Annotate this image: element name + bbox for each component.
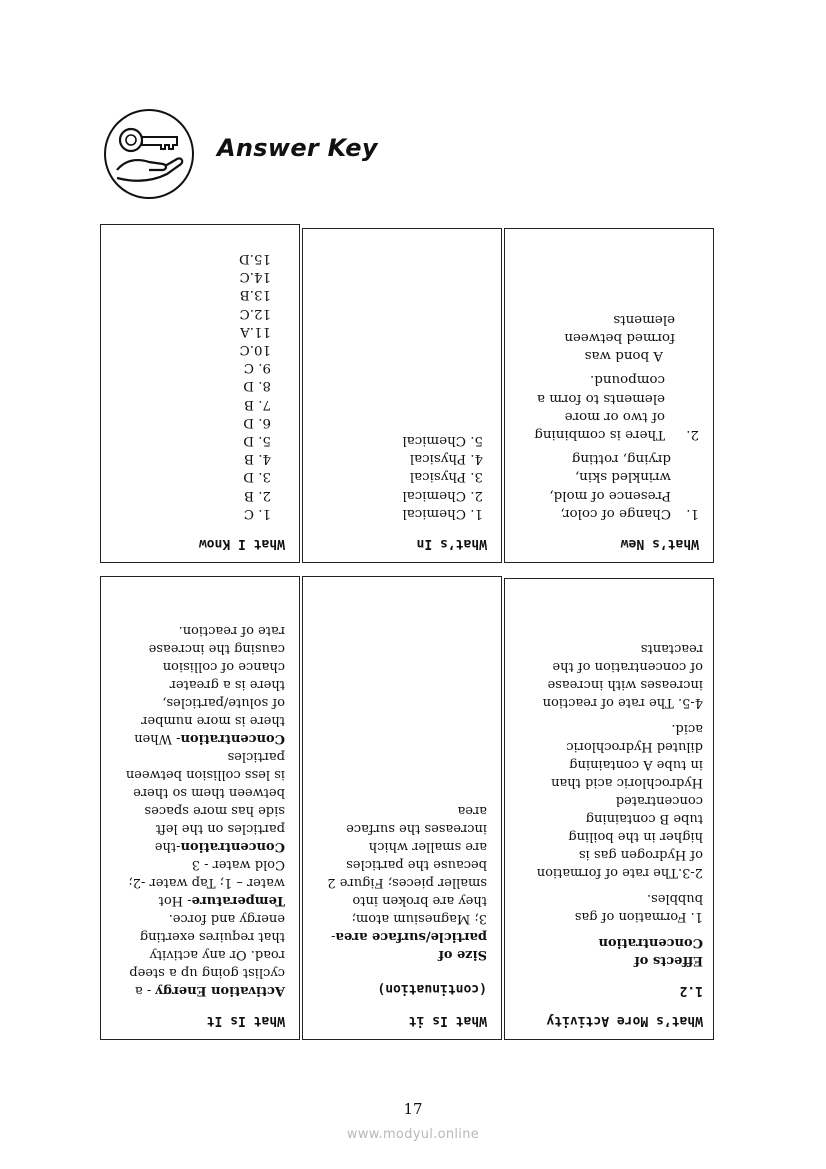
continuation-heading: What Is it	[408, 1013, 487, 1028]
size-suffix: -	[331, 929, 336, 944]
whats-more-item-1: 1. Formation of gas bubbles.	[574, 891, 703, 924]
whats-new-item-2: 2. There is combining of two or more elements to form a compound.	[534, 372, 699, 442]
page-title: Answer Key	[217, 134, 378, 162]
answer-key-logo	[103, 108, 195, 200]
whats-in-items	[315, 431, 487, 522]
whats-more-heading: What’s More Activity	[546, 1013, 703, 1028]
effects-of-label: Effects of	[634, 953, 703, 968]
whats-in-heading: What’s In	[416, 536, 487, 551]
what-i-know-box	[100, 224, 300, 563]
answer-12: 12.C	[239, 305, 271, 321]
answer-4: 4. B	[244, 451, 271, 467]
activation-energy-text: Activation Energy - a cyclist going up a steep road. Or any activity that requires exerting energy and force.	[129, 911, 285, 998]
answer-2: 2. B	[244, 487, 271, 503]
temperature-text: Temperature- Hot water – 1; Tap water -2; Cold water - 3	[128, 857, 285, 908]
whats-in-item-3: 3. Physical	[409, 469, 483, 485]
what-is-it-heading: What Is It	[206, 1013, 285, 1028]
answer-1: 1. C	[243, 505, 271, 521]
answer-8: 8. D	[243, 378, 271, 394]
answer-14: 14.C	[239, 269, 271, 285]
answer-7: 7. B	[244, 396, 271, 412]
concentration-text-1: Concentration-the particles on the left side has more spaces between them so there is less collision between particles	[125, 749, 285, 854]
particle-surface-label: particle/surface area	[335, 929, 487, 944]
what-i-know-answers	[113, 249, 285, 522]
answer-3: 3. D	[243, 469, 271, 485]
whats-new-item-1: 1. Change of color, Presence of mold, wrinkled skin, drying, rotting	[549, 451, 699, 521]
whats-in-item-4: 4. Physical	[409, 451, 483, 467]
what-is-it-box	[100, 576, 300, 1040]
key-in-hand-icon	[103, 108, 195, 200]
whats-in-item-5: 5. Chemical	[402, 432, 483, 448]
size-explanation: 3; Magnesium atom; they are broken into smaller pieces; Figure 2 because the particles are smaller which increases the surface area	[327, 803, 487, 926]
answer-5: 5. D	[243, 432, 271, 448]
answer-6: 6. D	[243, 414, 271, 430]
whats-in-item-1: 1. Chemical	[402, 505, 483, 521]
footer-watermark: www.modyul.online	[346, 1127, 480, 1142]
continuation-subheading: (continuation)	[377, 981, 487, 996]
whats-more-box	[504, 578, 714, 1040]
whats-more-number: 1.2	[679, 983, 703, 998]
answer-9: 9. C	[243, 360, 271, 376]
what-i-know-heading: What I Know	[198, 536, 285, 551]
answer-15: 15.D	[238, 250, 271, 266]
whats-new-box	[504, 228, 714, 563]
whats-in-item-2: 2. Chemical	[402, 487, 483, 503]
concentration-label: Concentration	[598, 935, 703, 950]
whats-more-item-3: 4-5. The rate of reaction increases with increase of concentration of the reactants	[542, 641, 703, 710]
what-is-it-continuation-box	[302, 576, 502, 1040]
answer-13: 13.B	[239, 287, 271, 303]
answer-11: 11.A	[240, 323, 271, 339]
concentration-text-2: Concentration- When there is more number of solute/particles, there is a greater chance of collision causing the increase rate of reaction.	[134, 623, 285, 746]
whats-new-heading: What’s New	[620, 536, 699, 551]
whats-more-item-2: 2-3.The rate of formation of Hydrogen gas is higher in the boiling tube B containing concentrated Hydrochloric acid than in tube A containing diluted Hydrochloric acid.	[536, 721, 703, 880]
size-of-label: Size of	[438, 947, 487, 962]
page-number: 17	[403, 1100, 423, 1118]
answer-10: 10.C	[239, 341, 271, 357]
whats-new-item-3: A bond was formed between elements	[564, 311, 675, 364]
whats-in-box	[302, 228, 502, 563]
